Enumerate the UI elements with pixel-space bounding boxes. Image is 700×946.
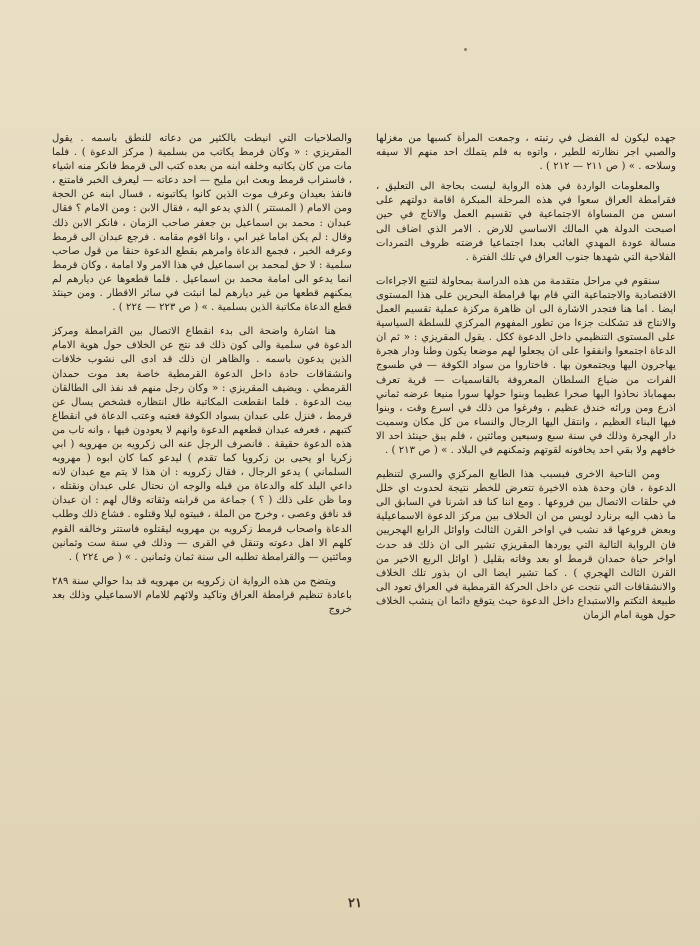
paragraph: هنا اشارة واضحة الى بدء انقطاع الاتصال بين القرامطة ومركز الدعوة في سلمية والى كون ذلك قد نتج عن الخلاف حول هوية الامام الذين يدعون باسمه . والظاهر ان ذلك قد ادى الى نشوب خلافات وانشقاقات حادة داخل الدعوة القرمطية خاصة بعد موت حمدان القرمطي . ويضيف المقريزي : « وكان رجل منهم قد نفذ الى الطالقان بيث الدعوة . فلما انقطعت المكاتبة طال انتظاره فشخص يسال عن قرمط ، فنزل على عبدان بسواد الكوفة فعتبه وعتب الدعاة في انقطاع كتبهم ، فعرفه عبدان قطعهم الدعوة وانهم لا يعودون فيها ، وانه تاب من هذه الدعوة حقيقة . فانصرف الرجل عنه الى زكرويه بن مهرويه ( ابي زكريا او يحيى بن زكرويا كما تقدم ) ليدعو كما كان ابوه ( مهرويه السلماني ) يدعو الرجال ، فقال زكرويه : ان هذا لا يتم مع عبدان لانه داعي البلد كله والدعاة من قبله والوجه ان نحتال على عبدان ونقتله ، وما ظن على ذلك ( ؟ ) جماعة من قرابته وثقاته وقال لهم : ان عبدان قد نافق وعصى ، وخرج من الملة ، فبيتوه ليلا وقتلوه . فشاع ذلك وطلب الدعاة واصحاب قرمط زكرويه بن مهرويه ليقتلوه فاستتر وخالفه القوم كلهم الا اهل دعوته وتنقل في القرى — وذلك في سنة ست وثمانين ومائتين — والقرامطة تطلبه الى سنة ثمان وثمانين . » ( ص ٢٢٤ ) . <box>52 326 352 563</box>
right-column <box>376 132 676 874</box>
paragraph: والصلاحيات التي انيطت بالكثير من دعاته للنطق باسمه . يقول المقريزي : « وكان قرمط يكاتب من بسلمية ( مركز الدعوة ) . فلما مات من كان يكاتبه وخلفه ابنه من بعده كتب الى قرمط فانكر منه اشياء ، فاستراب قرمط وبعث ابن مليح — احد دعاته — ليعرف الخبر فامتنع ، فانفذ بعيدان وعرف موت الذين كانوا يكاتبونه ، فسال ابنه عن الحجة ومن الامام ( المستتر ) الذي يدعو اليه ، فقال الابن : ومن الامام ؟ فقال عبدان : محمد بن اسماعيل بن جعفر صاحب الزمان ، فانكر الابن ذلك وقال : لم يكن اماما غير ابي ، وانا اقوم مقامه . فرجع عبدان الى قرمط وعرفه الخبر ، فجمع الدعاة وامرهم بقطع الدعوة حنقا من قول صاحب سلمية : لا حق لمحمد بن اسماعيل في هذا الامر ولا امامة ، وكان قرمط انما يدعو الى امامة محمد بن اسماعيل . فلما قطعوها عن ديارهم لم يمكنهم قطعها من غير ديارهم لما انبثت في سائر الاقطار . ومن حينئذ قطع الدعاة مكاتبة الذين بسلمية . » ( ص ٢٢٣ — ٢٢٤ ) . <box>52 133 352 314</box>
paragraph: جهده ليكون له الفضل في رتبته ، وجمعت المرأة كسبها من مغزلها والصبي اجر نظارته للطير ، واتوه به فلم يتملك احد منهم الا سيفه وسلاحه . » ( ص ٢١١ — ٢١٢ ) . <box>376 133 676 173</box>
paragraph: ويتضح من هذه الرواية ان زكرويه بن مهرويه قد بدا حوالي سنة ٢٨٩ باعادة تنظيم قرامطة العراق وتاكيد ولائهم للامام الاسماعيلي وذلك بعد خروج <box>52 575 352 615</box>
page-number: ٢١ <box>348 896 362 911</box>
paper-mark <box>464 48 467 51</box>
paragraph: والمعلومات الواردة في هذه الرواية ليست بحاجة الى التعليق ، فقرامطة العراق سعوا في هذه المرحلة المبكرة اقامة دولتهم على اسس من المساواة الاجتماعية في تقسيم العمل والاتاج في حين اصبحت الدولة هي المالك الاساسي للارض . الامر الذي اضاف الى مسالة عودة المهدي الغائب بعدا اجتماعيا فرضته ظروف التمردات الفلاحية التي شهدها جنوب العراق في تلك الفترة . <box>376 181 676 263</box>
paragraph: سنقوم في مراحل متقدمة من هذه الدراسة بمحاولة لتتبع الاجراءات الاقتصادية والاجتماعية التي قام بها قرامطة البحرين على هذا المستوى ايضا . اما هنا فتجدر الاشارة الى ان ظاهرة مركزة عملية تقسيم العمل والانتاج قد تشكلت جزءا من تطور المفهوم المركزي للسلطة السياسية على المستوى التنظيمي داخل الدعوة ككل . يقول المقريزي : « ثم ان الدعاة اجتمعوا وانفقوا على ان يجعلوا لهم موضعا يكون وطنا ودار هجرة يهاجرون اليها ويجتمعون بها . فاختاروا من سواد الكوفة — في طسوج الفرات من ضياع السلطان المعروفة بالقاسميات — قرية تعرف بمهماباذ نحاذوا اليها صخرا عظيما وبنوا حولها سورا منيعا عرضه ثماني اذرع ومن ورائه خندق عظيم ، وفرغوا من ذلك في اسرع وقت ، وبنوا فيها البناء العظيم ، وانتقل اليها الرجال والنساء من كل مكان وسميت دار الهجرة وذلك في سنة سبع وسبعين ومائتين ، فلم يبق حينئذ احد الا خافهم ولا بقي احد يخافونه لقوتهم وتمكنهم في البلاد . » ( ص ٢١٣ ) . <box>376 275 676 456</box>
left-column <box>52 132 352 874</box>
paragraph: ومن الناحية الاخرى فبسبب هذا الطابع المركزي والسري لتنظيم الدعوة ، فان وحدة هذه الاخيرة تتعرض للخطر نتيجة لحدوث اي خلل في حلقات الاتصال بين فروعها . ومع اننا كنا قد اشرنا في السابق الى ما ذهب اليه برنارد لويس من ان الخلاف بين مركز الدعوة الاسماعيلية وبعض فروعها قد نشب في اواخر القرن الثالث واوائل الرابع الهجريين فان الرواية التالية التي يوردها المقريزي تشير الى ان ذلك قد حدث اواخر حياة حمدان قرمط او بعد وفاته بقليل ( اوائل الربع الاخير من القرن الثالث الهجري ) . كما تشير ايضا الى ان بذور تلك الخلاف والانشقاقات التي نتجت عن داخل الحركة القرمطية في العراق تعود الى طبيعة التكتم والاستبداع داخل الدعوة حيث يتوقع دائما ان ينشب الخلاف حول هوية امام الزمان <box>376 469 676 621</box>
